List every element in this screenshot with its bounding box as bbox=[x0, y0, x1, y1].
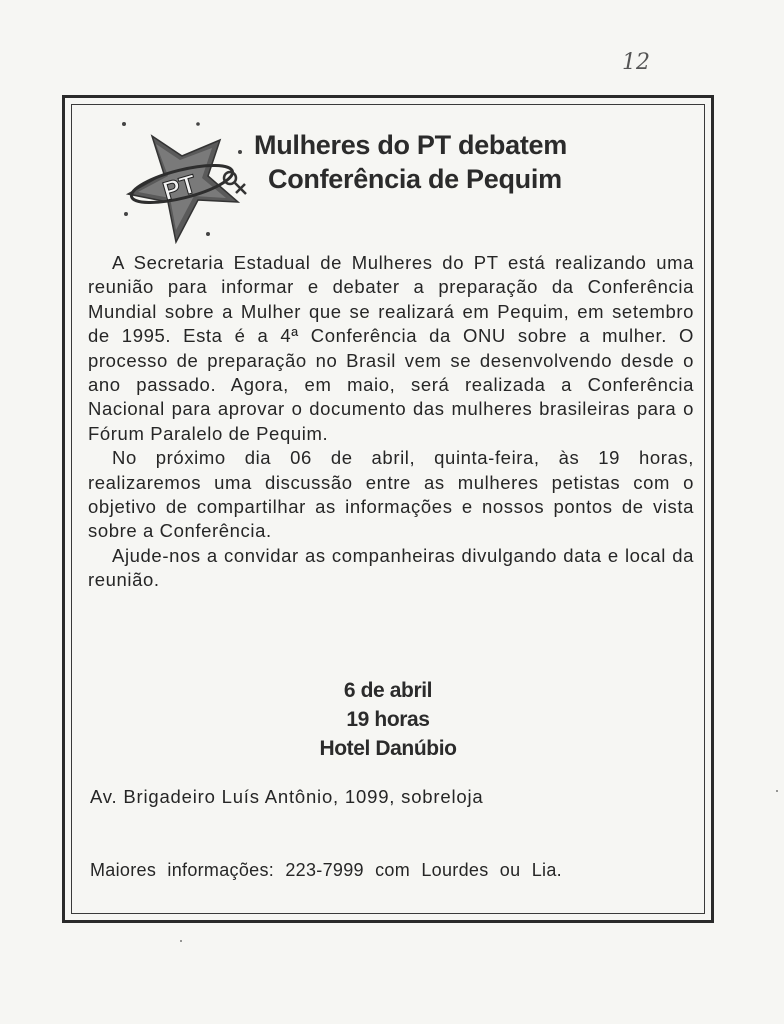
paragraph-1: A Secretaria Estadual de Mulheres do PT está realizando uma reunião para informar e debater a preparação da Conferência Mundial sobre a Mulher que se realizará em Pequim, em setembro de 1995. Esta é a 4ª Conferência da ONU sobre a mulher. O processo de preparação no Brasil vem se desenvolvendo desde o ano passado. Agora, em maio, será realizada a Conferência Nacional para aprovar o documento das mulheres brasileiras para o Fórum Paralelo de Pequim. bbox=[88, 252, 694, 444]
paragraph-2: No próximo dia 06 de abril, quinta-feira, às 19 horas, realizaremos uma discussão entre as mulheres petistas com o objetivo de compartilhar as informações e nossos pontos de vista sobre a Conferência. bbox=[88, 447, 694, 542]
announcement-body bbox=[88, 251, 694, 593]
event-venue: Hotel Danúbio bbox=[319, 737, 457, 760]
contact-info: Maiores informações: 223-7999 com Lourdes ou Lia. bbox=[90, 860, 562, 880]
headline-line-1: Mulheres do PT debatem bbox=[254, 130, 567, 160]
event-details bbox=[62, 676, 714, 763]
headline-line-2: Conferência de Pequim bbox=[268, 164, 562, 194]
paragraph-3: Ajude-nos a convidar as companheiras divulgando data e local da reunião. bbox=[88, 544, 694, 591]
headline bbox=[254, 128, 567, 196]
paper-speck bbox=[776, 790, 778, 792]
event-time: 19 horas bbox=[346, 708, 430, 731]
event-address: Av. Brigadeiro Luís Antônio, 1099, sobreloja bbox=[90, 786, 484, 807]
event-date: 6 de abril bbox=[343, 679, 433, 702]
pt-logo-text: PT bbox=[159, 168, 200, 207]
page-number: 12 bbox=[622, 50, 650, 75]
pt-star-logo-icon bbox=[120, 118, 260, 244]
paper-speck bbox=[180, 940, 182, 942]
